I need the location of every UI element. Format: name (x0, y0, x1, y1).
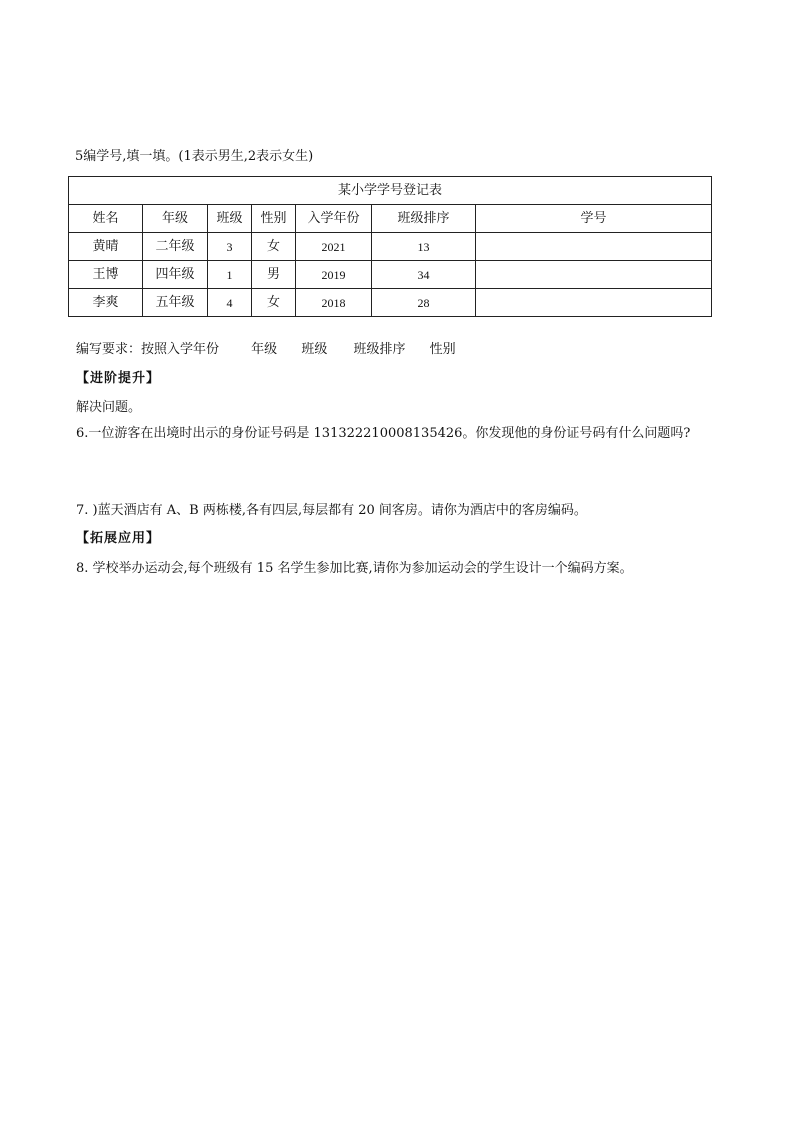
cell-class-order: 13 (372, 233, 476, 261)
cell-class: 3 (208, 233, 252, 261)
header-name: 姓名 (69, 205, 143, 233)
cell-name: 黄晴 (69, 233, 143, 261)
cell-gender: 女 (252, 289, 296, 317)
cell-enroll-year: 2019 (296, 261, 372, 289)
header-student-id: 学号 (476, 205, 712, 233)
requirement-item: 班级排序 (353, 342, 406, 357)
q5-title: 5编学号,填一填。(1表示男生,2表示女生) (75, 149, 314, 164)
cell-class-order: 28 (372, 289, 476, 317)
table-caption: 某小学学号登记表 (69, 177, 712, 205)
cell-gender: 女 (252, 233, 296, 261)
header-grade: 年级 (143, 205, 208, 233)
cell-class: 1 (208, 261, 252, 289)
table-row (69, 289, 712, 317)
cell-gender: 男 (252, 261, 296, 289)
header-gender: 性别 (252, 205, 296, 233)
header-class: 班级 (208, 205, 252, 233)
cell-grade: 五年级 (143, 289, 208, 317)
header-enroll-year: 入学年份 (296, 205, 372, 233)
table-header-row (69, 205, 712, 233)
question-7: 7. )蓝天酒店有 A、B 两栋楼,各有四层,每层都有 20 间客房。请你为酒店中的客房编码。 (76, 503, 587, 518)
q5-requirement (76, 342, 456, 358)
cell-class-order: 34 (372, 261, 476, 289)
cell-student-id-input[interactable] (476, 233, 712, 261)
student-id-table (68, 176, 712, 317)
cell-name: 王博 (69, 261, 143, 289)
cell-class: 4 (208, 289, 252, 317)
section-extend-heading: 【拓展应用】 (76, 531, 161, 546)
question-6: 6.一位游客在出境时出示的身份证号码是 131322210008135426。你发现他的身份证号码有什么问题吗? (76, 426, 691, 441)
requirement-item: 年级 (251, 342, 278, 357)
cell-grade: 二年级 (143, 233, 208, 261)
requirement-label: 编写要求：按照入学年份 (76, 342, 220, 357)
cell-enroll-year: 2021 (296, 233, 372, 261)
table-caption-row (69, 177, 712, 205)
section-advanced-heading: 【进阶提升】 (76, 371, 161, 386)
cell-enroll-year: 2018 (296, 289, 372, 317)
solve-label: 解决问题。 (76, 400, 142, 415)
table-row (69, 233, 712, 261)
cell-student-id-input[interactable] (476, 261, 712, 289)
cell-student-id-input[interactable] (476, 289, 712, 317)
requirement-item: 班级 (301, 342, 328, 357)
cell-name: 李爽 (69, 289, 143, 317)
question-8: 8. 学校举办运动会,每个班级有 15 名学生参加比赛,请你为参加运动会的学生设计一个编码方案。 (76, 561, 633, 576)
header-class-order: 班级排序 (372, 205, 476, 233)
cell-grade: 四年级 (143, 261, 208, 289)
requirement-item: 性别 (429, 342, 456, 357)
table-row (69, 261, 712, 289)
